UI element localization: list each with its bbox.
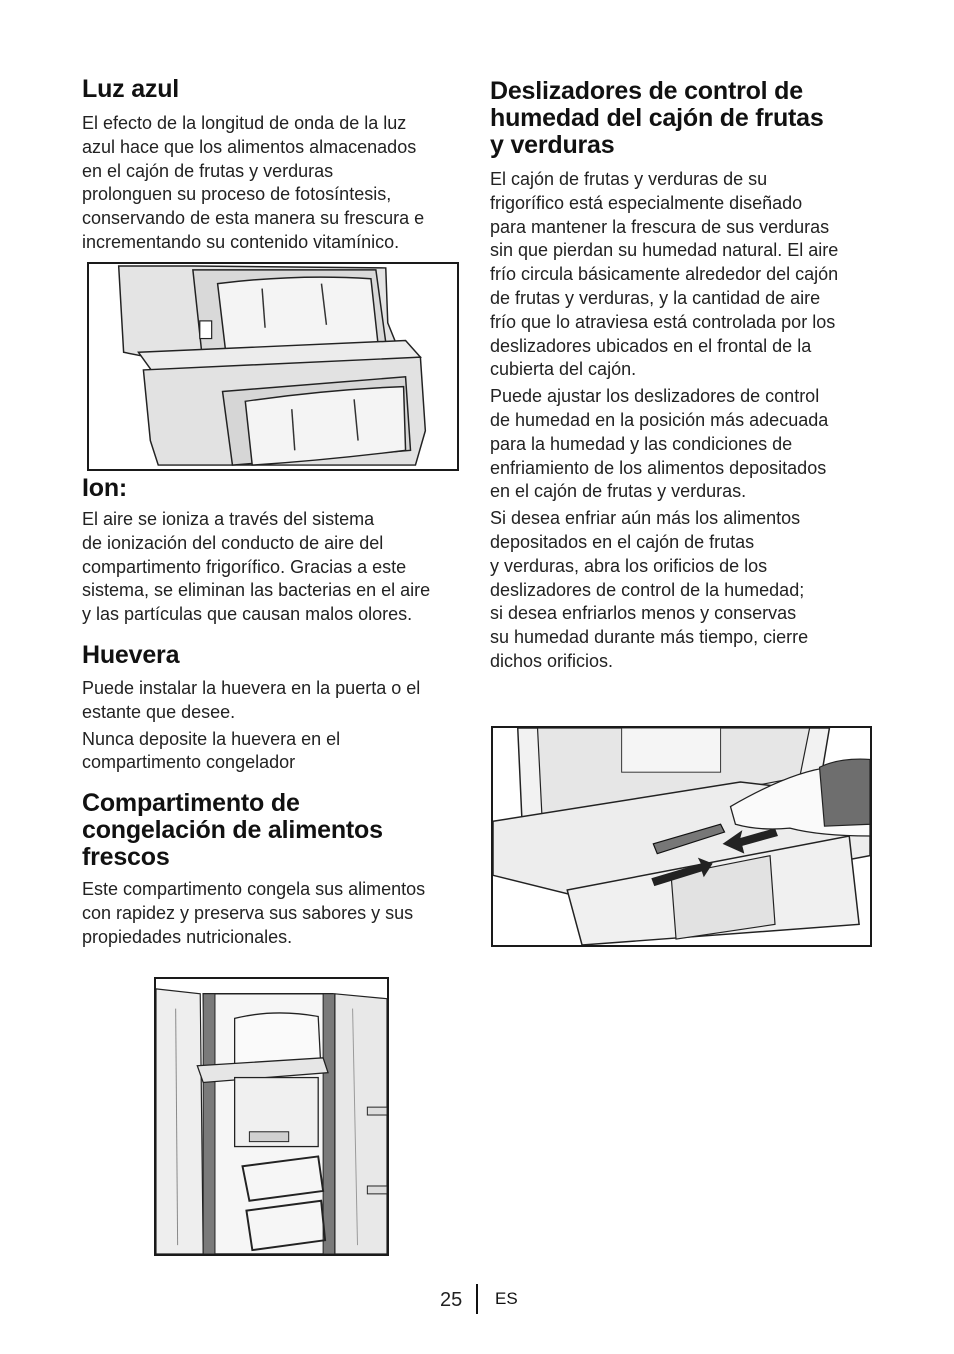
freezer-compartment-illustration [154, 977, 389, 1256]
paragraph-deslizadores-1: El cajón de frutas y verduras de su frigorífico está especialmente diseñado para mantener la frescura de sus verduras sin que pierdan su humedad natural. El aire frío circula básicamente alrededor del cajón de frutas y verduras, y la cantidad de aire frío que lo atraviesa está controlada por los deslizadores ubicados en el frontal de la cubierta del cajón. [490, 169, 839, 380]
heading-huevera: Huevera [82, 640, 180, 669]
left-column [82, 76, 466, 255]
paragraph-ion: El aire se ioniza a través del sistema de ionización del conducto de aire del compartimento frigorífico. Gracias a este sistema, se eliminan las bacterias en el aire y las partículas que causan malos olores. [82, 509, 431, 625]
right-column [490, 78, 882, 674]
paragraph-huevera-2: Nunca deposite la huevera en el compartimento congelador [82, 728, 341, 773]
language-code: ES [495, 1289, 518, 1308]
heading-luz-azul: Luz azul [82, 75, 180, 103]
heading-compartimento: Compartimento de congelación de alimentos frescos [82, 789, 383, 872]
paragraph-huevera-1: Puede instalar la huevera en la puerta o el estante que desee. [82, 677, 421, 722]
paragraph-luz-azul: El efecto de la longitud de onda de la luz azul hace que los alimentos almacenados en el cajón de frutas y verduras prolonguen su proceso de fotosíntesis, conservando de esta manera su frescura e incrementando su contenido vitamínico. [82, 113, 425, 252]
paragraph-deslizadores-2: Puede ajustar los deslizadores de control de humedad en la posición más adecuada para la humedad y las condiciones de enfriamiento de los alimentos depositados en el cajón de frutas y verduras. [490, 386, 829, 502]
paragraph-compartimento: Este compartimento congela sus alimentos con rapidez y preserva sus sabores y sus propiedades nutricionales. [82, 879, 426, 947]
paragraph-deslizadores-3: Si desea enfriar aún más los alimentos depositados en el cajón de frutas y verduras, abra los orificios de los deslizadores de control de la humedad; si desea enfriarlos menos y conservas su humedad durante más tiempo, cierre dichos orificios. [490, 508, 809, 671]
heading-deslizadores: Deslizadores de control de humedad del cajón de frutas y verduras [490, 77, 824, 159]
left-column-lower [82, 475, 466, 950]
heading-ion: Ion: [82, 474, 128, 502]
crisper-drawer-illustration [87, 262, 459, 471]
page-number: 25 [440, 1289, 463, 1311]
humidity-slider-illustration [491, 726, 872, 947]
footer-divider [476, 1284, 478, 1314]
